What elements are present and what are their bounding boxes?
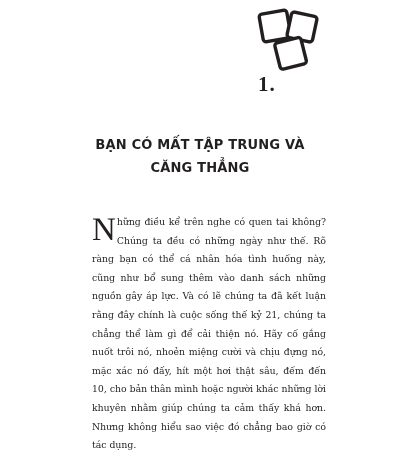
body-paragraph: [92, 214, 326, 456]
paragraph-text: hững điều kể trên nghe có quen tai không? Chúng ta đều có những ngày như thế. Rõ ràng bạn có thể cá nhân hóa tình huống này, cũng như bổ sung thêm vào danh sách những nguồn gây áp lực. Và có lẽ chúng ta đã kết luận rằng đây chính là cuộc sống thế kỷ 21, chúng ta chẳng thể làm gì để cải thiện nó. Hãy cố gắng nuốt trôi nó, nhoẻn miệng cười và chịu đựng nó, mặc xác nó đấy, hít một hơi thật sâu, đếm đến 10, cho bản thân mình hoặc người khác những lời khuyên nhằm giúp chúng ta cảm thấy khá hơn. Nhưng không hiểu sao việc đó chẳng bao giờ có tác dụng.: [92, 217, 326, 452]
chapter-title-line-2: CĂNG THẲNG: [150, 161, 250, 176]
drop-cap: N: [92, 212, 116, 248]
chapter-number: 1.: [258, 72, 276, 96]
chapter-title-line-1: BẠN CÓ MẤT TẬP TRUNG VÀ: [95, 138, 305, 153]
stacked-squares-icon: [255, 6, 335, 74]
chapter-title: [0, 134, 400, 180]
